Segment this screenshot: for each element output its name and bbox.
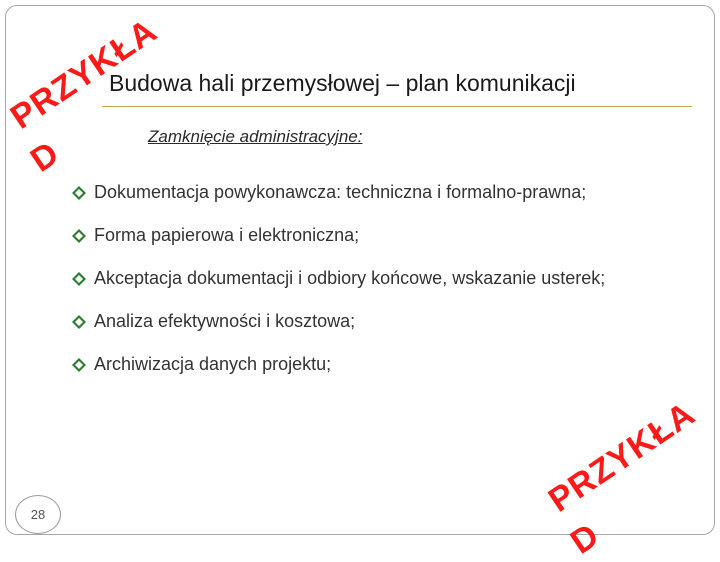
title-divider — [102, 106, 692, 107]
diamond-bullet-icon — [70, 343, 88, 386]
watermark-stamp-top-line2: D — [23, 133, 67, 180]
page-number: 28 — [15, 495, 61, 534]
bullet-text: Akceptacja dokumentacji i odbiory końcowe, wskazanie usterek; — [94, 268, 606, 288]
list-item — [70, 300, 700, 343]
diamond-bullet-icon — [70, 171, 88, 214]
diamond-bullet-icon — [70, 300, 88, 343]
list-item — [70, 257, 654, 300]
slide-title: Budowa hali przemysłowej – plan komunikacji — [109, 70, 576, 96]
watermark-stamp-bottom-line1: PRZYKŁA — [541, 394, 703, 520]
watermark-stamp-top-line1: PRZYKŁA — [3, 11, 165, 137]
diamond-bullet-icon — [70, 257, 88, 300]
watermark-stamp-bottom-line2: D — [563, 515, 607, 562]
bullet-text: Analiza efektywności i kosztowa; — [94, 311, 356, 331]
bullet-list — [70, 171, 700, 386]
slide — [3, 5, 715, 562]
diamond-bullet-icon — [70, 214, 88, 257]
list-item — [70, 343, 700, 386]
bullet-text: Dokumentacja powykonawcza: techniczna i formalno-prawna; — [94, 182, 587, 202]
list-item — [70, 214, 700, 257]
slide-subtitle: Zamknięcie administracyjne: — [148, 127, 363, 146]
bullet-text: Archiwizacja danych projektu; — [94, 354, 332, 374]
bullet-text: Forma papierowa i elektroniczna; — [94, 225, 360, 245]
list-item — [70, 171, 700, 214]
